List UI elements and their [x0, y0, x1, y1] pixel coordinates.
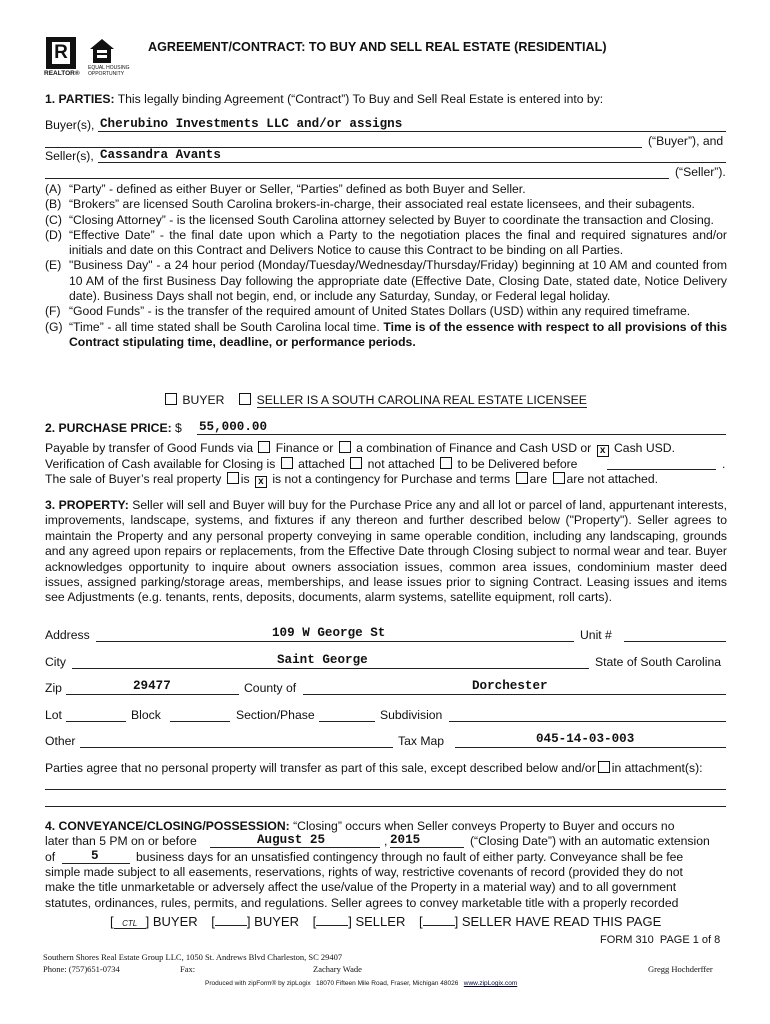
- is-label: is: [240, 472, 250, 486]
- personal-property-line-2[interactable]: [45, 806, 726, 807]
- combination-checkbox[interactable]: [339, 441, 351, 453]
- client-name: Gregg Hochderffer: [648, 964, 713, 974]
- attached-checkbox[interactable]: [281, 457, 293, 469]
- house-icon: [89, 38, 115, 64]
- initials-seller-label: SELLER: [355, 914, 406, 929]
- attachment-label: in attachment(s):: [611, 761, 703, 775]
- terms-are-not-checkbox[interactable]: [553, 472, 565, 484]
- unit-label: Unit #: [580, 628, 612, 642]
- property-heading: 3. PROPERTY:: [45, 498, 129, 512]
- terms-are-checkbox[interactable]: [516, 472, 528, 484]
- purchase-price-row: [45, 421, 182, 436]
- are-label: are: [529, 472, 548, 486]
- realtor-label: REALTOR®: [44, 70, 80, 77]
- lot-label: Lot: [45, 708, 62, 722]
- conveyance-text-4: simple made subject to all easements, reservations, rights of way, restrictive covenants of record (provided they do not: [45, 865, 683, 879]
- address-label: Address: [45, 628, 90, 642]
- produced-address: 18070 Fifteen Mile Road, Fraser, Michigan 48026: [316, 980, 459, 987]
- buyer-suffix: (“Buyer”), and: [648, 134, 724, 148]
- definition-item: (C) “Closing Attorney” - is the licensed South Carolina attorney selected by Buyer to coordinate the transaction and Closing.: [45, 212, 714, 227]
- licensee-row: [163, 393, 587, 408]
- combination-label: a combination of Finance and Cash USD or: [356, 441, 592, 455]
- closing-before-text: later than 5 PM on or before: [45, 834, 197, 848]
- initials-buyer-label-1: BUYER: [152, 914, 198, 929]
- tax-map-field[interactable]: 045-14-03-003: [536, 732, 635, 746]
- produced-prefix: Produced with zipForm® by zipLogix: [205, 980, 311, 987]
- verification-period: .: [722, 457, 726, 471]
- not-attached-label: not attached: [367, 457, 435, 471]
- seller-1-initials-field[interactable]: [316, 915, 348, 926]
- seller-suffix: (“Seller”).: [675, 165, 726, 179]
- page-number: PAGE 1 of 8: [659, 934, 721, 946]
- section-phase-field[interactable]: [319, 721, 375, 722]
- parties-heading: 1. PARTIES:: [45, 92, 115, 106]
- personal-property-line-1[interactable]: [45, 789, 726, 790]
- is-not-label: is not a contingency for Purchase and terms: [272, 472, 511, 486]
- conveyance-heading: 4. CONVEYANCE/CLOSING/POSSESSION:: [45, 819, 290, 833]
- county-field[interactable]: Dorchester: [472, 679, 548, 693]
- buyer-1-initials-field[interactable]: CTL: [114, 919, 146, 929]
- tax-map-label: Tax Map: [398, 734, 445, 748]
- not-attached-checkbox[interactable]: [350, 457, 362, 469]
- other-field[interactable]: [80, 747, 393, 748]
- block-field[interactable]: [170, 721, 230, 722]
- state-text: State of South Carolina: [595, 655, 722, 669]
- finance-checkbox[interactable]: [258, 441, 270, 453]
- definition-item: (D) “Effective Date” - the final date upon which a Party to the negotiation places the final and required signatures and/or initials and date on this Contract and Delivers Notice to cause this Contract to be binding on all Parties.: [45, 227, 727, 258]
- produced-with-line: [205, 980, 517, 987]
- verification-text: Verification of Cash available for Closing is: [45, 457, 276, 471]
- initials-buyer-label-2: BUYER: [254, 914, 299, 929]
- form-number: FORM 310: [600, 934, 654, 946]
- zip-field[interactable]: 29477: [133, 679, 171, 693]
- eho-label-2: OPPORTUNITY: [88, 71, 125, 77]
- block-label: Block: [131, 708, 161, 722]
- fax-line: Fax:: [180, 964, 196, 974]
- dollar-sign: $: [175, 421, 182, 435]
- form-page-label: [600, 934, 720, 946]
- extension-days-field[interactable]: 5: [91, 849, 99, 863]
- zip-label: Zip: [45, 681, 62, 695]
- sale-text: The sale of Buyer’s real property: [45, 472, 222, 486]
- realtor-logo: [44, 37, 78, 77]
- purchase-price-field[interactable]: 55,000.00: [199, 420, 268, 434]
- purchase-price-heading: 2. PURCHASE PRICE:: [45, 421, 172, 435]
- equal-housing-logo: [86, 38, 130, 78]
- section-phase-label: Section/Phase: [236, 708, 315, 722]
- parties-intro: This legally binding Agreement (“Contract”) To Buy and Sell Real Estate is entered into by:: [117, 92, 604, 106]
- conveyance-line-1: [45, 819, 674, 834]
- subdivision-field[interactable]: [449, 721, 726, 722]
- conveyance-text-6: statutes, ordinances, rules, permits, and regulations. Seller agrees to convey marketable title with a properly recorded: [45, 896, 679, 910]
- cash-label: Cash USD.: [614, 441, 675, 455]
- payable-row: [45, 441, 675, 457]
- conveyance-text-5: make the title unmarketable or adversely affect the use/value of the Property in a material way) and to all government: [45, 880, 677, 894]
- property-paragraph: [45, 498, 727, 606]
- sale-contingency-row: [45, 472, 658, 488]
- delivered-before-field[interactable]: [607, 469, 716, 470]
- realtor-letter: R: [54, 42, 68, 63]
- buyer-2-initials-field[interactable]: [215, 915, 247, 926]
- conveyance-text-3: business days for an unsatisfied contingency through no fault of either party. Conveyance shall be fee: [136, 850, 684, 864]
- agent-name: Zachary Wade: [313, 964, 362, 974]
- closing-year-field[interactable]: 2015: [390, 833, 421, 847]
- ziplogix-link[interactable]: www.zipLogix.com: [463, 980, 518, 987]
- document-title: AGREEMENT/CONTRACT: TO BUY AND SELL REAL ESTATE (RESIDENTIAL): [148, 40, 607, 54]
- property-body: Seller will sell and Buyer will buy for the Purchase Price any and all lot or parcel of land, appurtenant interests, improvements, landscape, systems, and fixtures if any thereon and further described below ("Property"). Seller agrees to maintain the Property and any personal property conveying in same operable condition, including any landscaping, grounds and any agreed upon repairs or replacements, from the Effective Date through Closing subject to normal wear and tear. Buyer acknowledges opportunity to inquire about owners association issues, common area issues, condominium master deed issues, assigned parking/storage areas, memberships, and lease issues prior to signing Contract. Leasing issues and items see Adjustments (e.g. tenants, rents, deposits, documents, alarm systems, satellite equipment, roll carts).: [45, 498, 727, 605]
- personal-property-row: [45, 761, 703, 776]
- eho-label-1: EQUAL HOUSING: [88, 65, 130, 71]
- phone-line: Phone: (757)651-0734: [43, 964, 120, 974]
- is-not-contingency-checkbox[interactable]: x: [255, 476, 267, 488]
- seller-label: Seller(s),: [45, 149, 94, 163]
- licensee-buyer-label: BUYER: [182, 393, 225, 407]
- verification-row: [45, 457, 577, 472]
- buyer-name-field[interactable]: Cherubino Investments LLC and/or assigns: [100, 117, 403, 131]
- are-not-label: are not attached.: [566, 472, 659, 486]
- definition-item: (A) “Party” - defined as either Buyer or Seller, “Parties” defined as both Buyer and Seller.: [45, 182, 526, 196]
- parties-intro-row: [45, 92, 603, 107]
- conveyance-text-1: “Closing” occurs when Seller conveys Property to Buyer and occurs no: [293, 819, 675, 833]
- closing-comma: ,: [384, 834, 388, 848]
- buyer-label: Buyer(s),: [45, 118, 95, 132]
- seller-name-field[interactable]: Cassandra Avants: [100, 148, 221, 162]
- county-label: County of: [244, 681, 297, 695]
- delivered-before-label: to be Delivered before: [457, 457, 578, 471]
- closing-date-suffix: (“Closing Date”) with an automatic extension: [470, 834, 710, 848]
- subdivision-label: Subdivision: [380, 708, 443, 722]
- office-line: Southern Shores Real Estate Group LLC, 1050 St. Andrews Blvd Charleston, SC 29407: [43, 952, 343, 962]
- definition-item: (G) “Time” - all time stated shall be South Carolina local time. Time is of the essence with respect to all provisions of this Contract stipulating time, deadline, or performance periods.: [45, 319, 727, 349]
- extension-of-label: of: [45, 850, 56, 864]
- cash-checkbox[interactable]: x: [597, 445, 609, 457]
- definition-item: (F) “Good Funds” - is the transfer of the required amount of United States Dollars (USD) within any required timeframe.: [45, 304, 691, 319]
- city-field[interactable]: Saint George: [277, 653, 368, 667]
- is-contingency-checkbox[interactable]: [227, 472, 239, 484]
- lot-field[interactable]: [66, 721, 126, 722]
- other-label: Other: [45, 734, 76, 748]
- licensee-seller-label: SELLER IS A SOUTH CAROLINA REAL ESTATE LICENSEE: [256, 393, 587, 407]
- unit-field[interactable]: [624, 641, 726, 642]
- initials-have-read-label: SELLER HAVE READ THIS PAGE: [461, 914, 662, 929]
- address-field[interactable]: 109 W George St: [272, 626, 386, 640]
- city-label: City: [45, 655, 66, 669]
- definition-item: (B) “Brokers” are licensed South Carolina brokers-in-charge, their associated real estate licensees, and their subagents.: [45, 197, 695, 212]
- seller-licensee-checkbox[interactable]: [239, 393, 251, 405]
- seller-2-initials-field[interactable]: [423, 915, 455, 926]
- definition-item: (E) "Business Day" - a 24 hour period (Monday/Tuesday/Wednesday/Thursday/Friday) beginning at 10 AM and counted from 10 AM of the first Business Day following the appropriate date (Effective Date, Closing Date, stated date, Notice Delivery date). Business Days shall not begin, end, or include any Saturday, Sunday, or Federal legal holiday.: [45, 258, 727, 304]
- personal-property-text: Parties agree that no personal property will transfer as part of this sale, except described below and/or: [45, 761, 596, 775]
- conveyance-line-2: [45, 834, 197, 849]
- delivered-before-checkbox[interactable]: [440, 457, 452, 469]
- initials-row: [ CTL ] BUYER [ ] BUYER [ ] SELLER [ ] SELLER HAVE READ THIS PAGE: [110, 914, 662, 929]
- closing-date-field[interactable]: August 25: [257, 833, 326, 847]
- attached-label: attached: [298, 457, 345, 471]
- finance-label: Finance or: [275, 441, 334, 455]
- buyer-licensee-checkbox[interactable]: [165, 393, 177, 405]
- attachment-checkbox[interactable]: [598, 761, 610, 773]
- definitions-list: [45, 182, 727, 350]
- payable-text: Payable by transfer of Good Funds via: [45, 441, 253, 455]
